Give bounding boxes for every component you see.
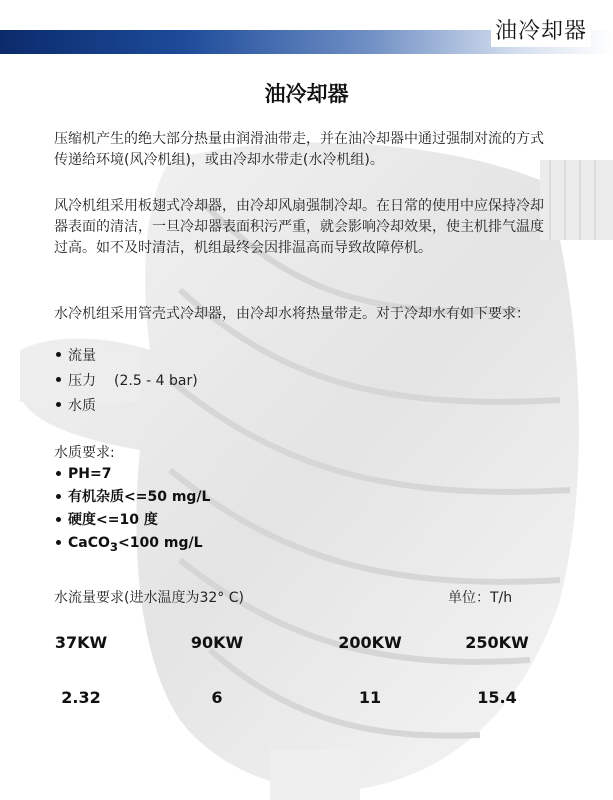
list-item: [54, 509, 210, 532]
header-title: 油冷却器: [491, 12, 591, 47]
caco3-suffix: <100 mg/L: [118, 535, 203, 551]
requirement-label: 压力: [68, 373, 96, 389]
air-cooled-paragraph: 风冷机组采用板翅式冷却器，由冷却风扇强制冷却。在日常的使用中应保持冷却器表面的清洁，一旦冷却器表面积污严重，就会影响冷却效果，使主机排气温度过高。如不及时清洁，机组最终会因排温高而导致故障停机。: [54, 198, 544, 256]
water-quality-list: [54, 463, 210, 555]
page-title: 油冷却器: [264, 82, 349, 106]
list-item: [54, 394, 198, 419]
list-item: [54, 532, 210, 555]
caco3-subscript: 3: [109, 539, 119, 554]
flow-value-90kw: 6: [211, 688, 223, 707]
power-header-250kw: 250KW: [465, 633, 529, 652]
flow-value-200kw: 11: [358, 688, 382, 707]
requirement-label: 流量: [68, 348, 96, 364]
pressure-range: (2.5 - 4 bar): [114, 373, 198, 389]
requirement-label: 水质: [68, 398, 96, 414]
list-item: [54, 463, 210, 486]
hardness-requirement: 硬度<=10 度: [68, 512, 158, 528]
organic-impurity-requirement: 有机杂质<=50 mg/L: [68, 489, 211, 505]
flow-unit: 单位：T/h: [448, 590, 513, 606]
caco3-prefix: CaCO: [68, 535, 110, 551]
list-item: [54, 344, 198, 369]
cooling-water-requirements: [54, 344, 198, 419]
intro-paragraph: 压缩机产生的绝大部分热量由润滑油带走，并在油冷却器中通过强制对流的方式传递给环境(风冷机组)，或由冷却水带走(水冷机组)。: [54, 131, 544, 168]
flow-value-250kw: 15.4: [477, 688, 517, 707]
water-cooled-paragraph: 水冷机组采用管壳式冷却器，由冷却水将热量带走。对于冷却水有如下要求：: [54, 306, 530, 322]
water-quality-heading: 水质要求:: [54, 445, 115, 461]
ph-requirement: PH=7: [68, 466, 112, 482]
power-header-200kw: 200KW: [338, 633, 402, 652]
list-item: [54, 486, 210, 509]
power-header-90kw: 90KW: [190, 633, 244, 652]
flow-requirement-label: 水流量要求(进水温度为32° C): [54, 590, 244, 606]
flow-value-37kw: 2.32: [61, 688, 101, 707]
list-item: [54, 369, 198, 394]
power-header-37kw: 37KW: [54, 633, 108, 652]
